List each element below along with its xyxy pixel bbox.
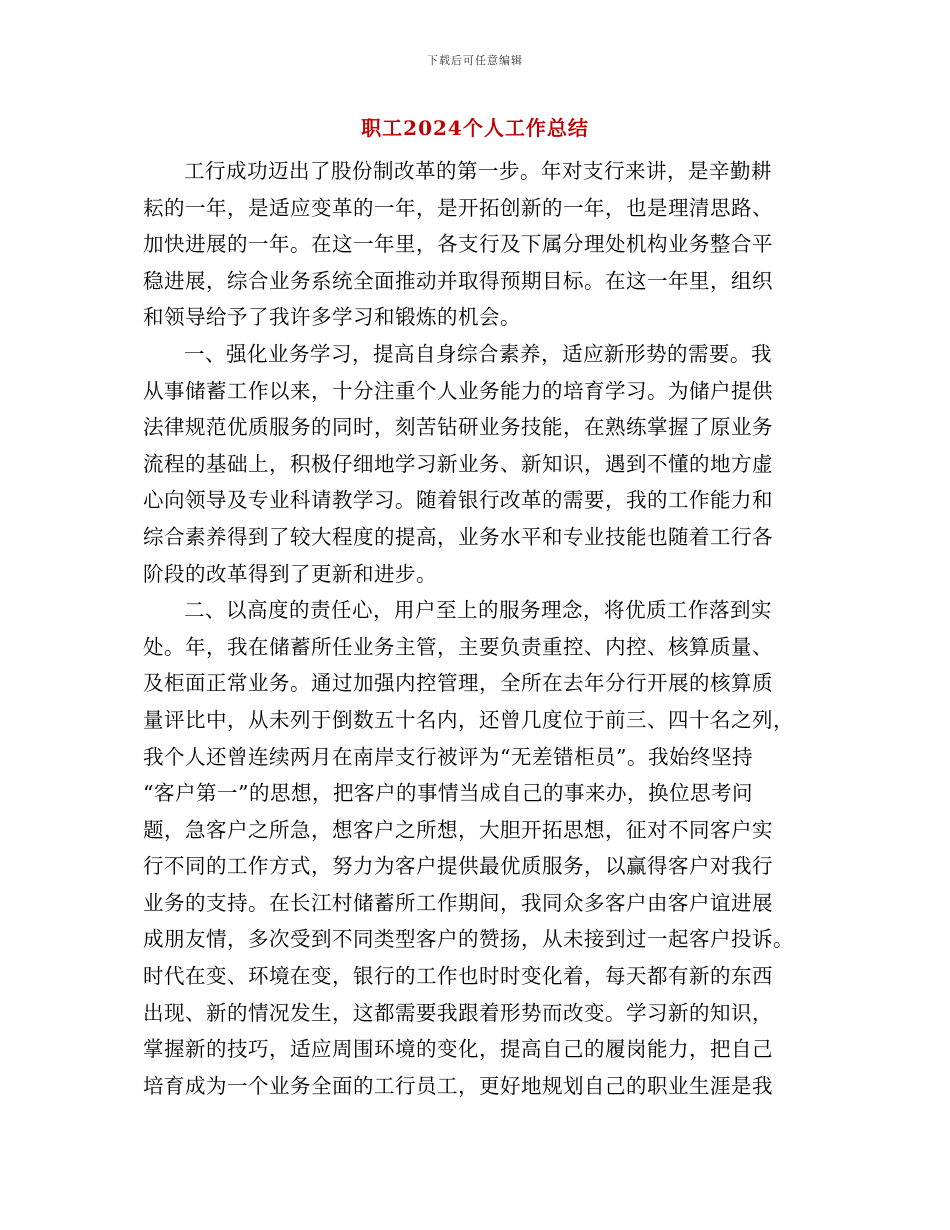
paragraph-line: 法律规范优质服务的同时，刻苦钻研业务技能，在熟练掌握了原业务 <box>143 415 773 440</box>
document-body <box>143 153 808 1104</box>
paragraph-line: 我个人还曾连续两月在南岸支行被评为“无差错柜员”。我始终坚持 <box>143 744 753 769</box>
paragraph-line: 量评比中，从未列于倒数五十名内，还曾几度位于前三、四十名之列， <box>143 707 794 732</box>
paragraph-line: 成朋友情，多次受到不同类型客户的赞扬，从未接到过一起客户投诉。 <box>143 927 794 952</box>
paragraph-line: 工行成功迈出了股份制改革的第一步。年对支行来讲，是辛勤耕 <box>184 159 772 183</box>
paragraph-line: 综合素养得到了较大程度的提高，业务水平和专业技能也随着工行各 <box>143 524 773 549</box>
paragraph-line: 题，急客户之所急，想客户之所想，大胆开拓思想，征对不同客户实 <box>143 817 773 842</box>
paragraph-line: “客户第一”的思想，把客户的事情当成自己的事来办，换位思考问 <box>143 781 753 806</box>
paragraph-line: 处。年，我在储蓄所任业务主管，主要负责重控、内控、核算质量、 <box>143 634 773 659</box>
paragraph-line: 阶段的改革得到了更新和进步。 <box>143 561 437 586</box>
paragraph-line: 掌握新的技巧，适应周围环境的变化，提高自己的履岗能力，把自己 <box>143 1037 773 1062</box>
paragraph-intro <box>143 153 808 336</box>
paragraph-line: 二、以高度的责任心，用户至上的服务理念，将优质工作落到实 <box>184 598 772 623</box>
paragraph-line: 及柜面正常业务。通过加强内控管理，全所在去年分行开展的核算质 <box>143 671 773 696</box>
document-title: 职工2024个人工作总结 <box>361 116 589 140</box>
paragraph-line: 耘的一年，是适应变革的一年，是开拓创新的一年，也是理清思路、 <box>143 195 773 220</box>
paragraph-line: 一、强化业务学习，提高自身综合素养，适应新形势的需要。我 <box>184 341 772 366</box>
paragraph-section-two <box>143 592 808 1104</box>
paragraph-line: 业务的支持。在长江村储蓄所工作期间，我同众多客户由客户谊进展 <box>143 890 773 915</box>
paragraph-line: 出现、新的情况发生，这都需要我跟着形势而改变。学习新的知识， <box>143 1000 773 1025</box>
paragraph-line: 流程的基础上，积极仔细地学习新业务、新知识，遇到不懂的地方虚 <box>143 451 773 476</box>
paragraph-section-one <box>143 336 808 592</box>
page-header-note: 下载后可任意编辑 <box>427 54 523 67</box>
paragraph-line: 心向领导及专业科请教学习。随着银行改革的需要，我的工作能力和 <box>143 488 773 513</box>
paragraph-line: 培育成为一个业务全面的工行员工，更好地规划自己的职业生涯是我 <box>143 1073 773 1098</box>
paragraph-line: 稳进展，综合业务系统全面推动并取得预期目标。在这一年里，组织 <box>143 268 773 293</box>
paragraph-line: 时代在变、环境在变，银行的工作也时时变化着，每天都有新的东西 <box>143 964 773 989</box>
paragraph-line: 和领导给予了我许多学习和锻炼的机会。 <box>143 305 521 330</box>
paragraph-line: 加快进展的一年。在这一年里，各支行及下属分理处机构业务整合平 <box>143 232 773 257</box>
paragraph-line: 从事储蓄工作以来，十分注重个人业务能力的培育学习。为储户提供 <box>143 378 773 403</box>
paragraph-line: 行不同的工作方式，努力为客户提供最优质服务，以赢得客户对我行 <box>143 854 773 879</box>
